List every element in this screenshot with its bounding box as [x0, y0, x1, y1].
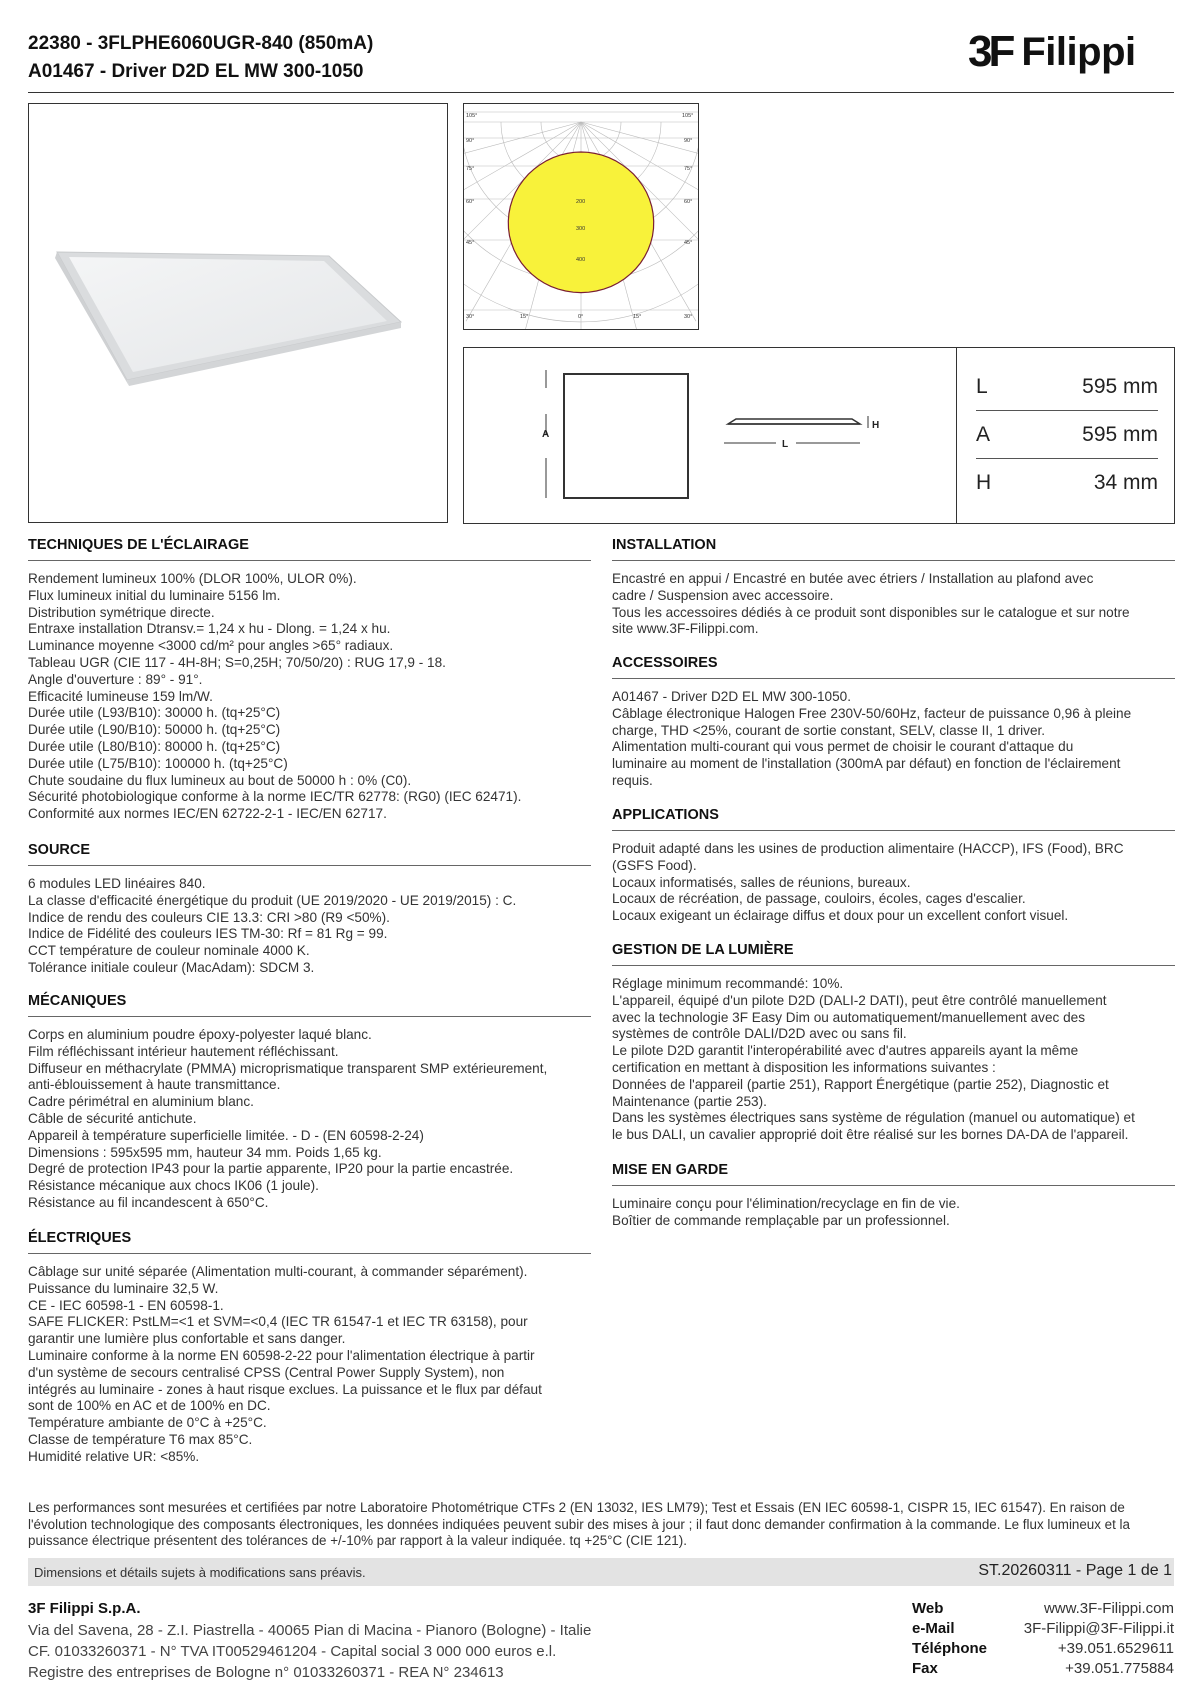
text-line: intégrés au luminaire - zones à haut risque exclues. La puissance et le flux par défaut [28, 1381, 542, 1397]
text-line: Locaux de récréation, de passage, couloirs, écoles, cages d'escalier. [612, 891, 1026, 907]
section-rule [612, 560, 1175, 561]
bottom-angle-label: 15° [633, 314, 642, 320]
section-title-warning: MISE EN GARDE [612, 1162, 729, 1178]
drawing-label-l: L [782, 439, 789, 450]
angle-label-right: 90° [684, 138, 693, 144]
text-line: Sécurité photobiologique conforme à la norme IEC/TR 62778: (RG0) (IEC 62471). [28, 789, 522, 805]
bottom-angle-label: 15° [520, 314, 529, 320]
header-rule [28, 92, 1174, 93]
text-line: luminaire au moment de l'installation (300mA par défaut) en fonction de l'éclairement [612, 756, 1121, 772]
company-address: Via del Savena, 28 - Z.I. Piastrella - 40065 Pian di Macina - Pianoro (Bologne) - Italie [28, 1622, 592, 1639]
page-reference: ST.20260311 - Page 1 de 1 [978, 1562, 1172, 1579]
panel-illustration [29, 104, 447, 522]
text-line: Encastré en appui / Encastré en butée avec étriers / Installation au plafond avec [612, 571, 1094, 586]
photometric-box [463, 103, 699, 330]
section-rule [28, 1253, 591, 1254]
section-body-accessories [612, 689, 1131, 790]
light-distribution-curve [508, 152, 653, 293]
text-line: Câblage sur unité séparée (Alimentation multi-courant, à commander séparément). [28, 1264, 528, 1279]
text-line: Boîtier de commande remplaçable par un professionnel. [612, 1212, 950, 1228]
company-name: 3F Filippi S.p.A. [28, 1600, 141, 1617]
text-line: Alimentation multi-courant qui vous permet de choisir le courant d'attaque du [612, 739, 1074, 755]
text-line: avec la technologie 3F Easy Dim ou automatiquement/manuellement avec des [612, 1009, 1086, 1025]
text-line: Câble de sécurité antichute. [28, 1110, 197, 1126]
contact-link-email[interactable]: 3F-Filippi@3F-Filippi.it [1023, 1620, 1174, 1637]
text-line: systèmes de contrôle DALI/D2D avec ou sans fil. [612, 1026, 907, 1042]
technical-drawing [464, 348, 954, 523]
text-line: cadre / Suspension avec accessoire. [612, 587, 834, 603]
angle-label-right: 75° [684, 166, 693, 172]
text-line: Rendement lumineux 100% (DLOR 100%, ULOR 0%). [28, 571, 357, 586]
logo-mark: 3F [968, 27, 1012, 76]
text-line: Tolérance initiale couleur (MacAdam): SDCM 3. [28, 959, 315, 975]
text-line: La classe d'efficacité énergétique du produit (UE 2019/2020 - UE 2019/2015) : C. [28, 892, 517, 908]
text-line: CE - IEC 60598-1 - EN 60598-1. [28, 1297, 224, 1313]
text-line: Réglage minimum recommandé: 10%. [612, 976, 844, 991]
drawing-label-h: H [872, 420, 880, 431]
product-image-box [28, 103, 448, 523]
text-line: (GSFS Food). [612, 857, 697, 873]
modification-notice: Dimensions et détails sujets à modifications sans préavis. [34, 1565, 366, 1580]
text-line: CCT température de couleur nominale 4000 K. [28, 943, 310, 959]
section-title-installation: INSTALLATION [612, 537, 717, 553]
contact-label-email: e-Mail [912, 1620, 955, 1637]
bottom-angle-label: 30° [684, 314, 693, 320]
contact-value-phone: +39.051.6529611 [1057, 1640, 1174, 1657]
text-line: Classe de température T6 max 85°C. [28, 1431, 253, 1447]
section-body-lighting [28, 571, 521, 823]
text-line: Dimensions : 595x595 mm, hauteur 34 mm. Poids 1,65 kg. [28, 1144, 382, 1160]
section-title-lighting: TECHNIQUES DE L'ÉCLAIRAGE [28, 537, 249, 553]
angle-label-right: 60° [684, 199, 693, 205]
section-rule [612, 965, 1175, 966]
section-body-warning [612, 1196, 960, 1230]
text-line: Durée utile (L93/B10): 30000 h. (tq+25°C) [28, 705, 281, 721]
dimension-separator [976, 458, 1158, 459]
section-rule [612, 830, 1175, 831]
angle-label-left: 105° [466, 113, 478, 119]
section-title-accessories: ACCESSOIRES [612, 655, 718, 671]
section-body-source [28, 876, 516, 977]
text-line: Durée utile (L80/B10): 80000 h. (tq+25°C) [28, 738, 281, 754]
section-title-applications: APPLICATIONS [612, 807, 719, 823]
angle-label-left: 60° [466, 199, 475, 205]
text-line: Produit adapté dans les usines de production alimentaire (HACCP), IFS (Food), BRC [612, 841, 1124, 856]
text-line: Angle d'ouverture : 89° - 91°. [28, 671, 203, 687]
text-line: 6 modules LED linéaires 840. [28, 876, 206, 891]
section-title-source: SOURCE [28, 842, 91, 858]
dimension-row-length [976, 364, 1158, 410]
contact-value-fax: +39.051.775884 [1065, 1660, 1174, 1677]
text-line: Conformité aux normes IEC/EN 62722-2-1 - IEC/EN 62717. [28, 806, 387, 822]
section-rule [28, 865, 591, 866]
contact-label-web: Web [912, 1600, 944, 1617]
text-line: Appareil à température superficielle limitée. - D - (EN 60598-2-24) [28, 1127, 424, 1143]
section-rule [612, 1185, 1175, 1186]
logo-text: Filippi [1021, 30, 1136, 74]
text-line: Température ambiante de 0°C à +25°C. [28, 1415, 267, 1431]
angle-label-left: 90° [466, 138, 475, 144]
bottom-angle-label: 0° [578, 314, 584, 320]
dimension-row-width [976, 412, 1158, 458]
section-body-mechanical [28, 1027, 547, 1212]
text-line: Efficacité lumineuse 159 lm/W. [28, 688, 213, 704]
dimension-label: A [976, 423, 991, 446]
text-line: Résistance au fil incandescent à 650°C. [28, 1194, 269, 1210]
section-body-electrical [28, 1264, 542, 1466]
company-tax-info: CF. 01033260371 - N° TVA IT00529461204 - Capital social 3 000 000 euros e.l. [28, 1643, 557, 1660]
contact-label-phone: Téléphone [912, 1640, 988, 1657]
dimension-value: 595 mm [1082, 423, 1158, 446]
text-line: Film réfléchissant intérieur hautement réfléchissant. [28, 1043, 339, 1059]
radial-label: 300 [576, 226, 586, 232]
angle-label-left: 75° [466, 166, 475, 172]
text-line: site www.3F-Filippi.com. [612, 621, 759, 637]
contact-label-fax: Fax [912, 1660, 938, 1677]
text-line: anti-éblouissement à haute transmittance. [28, 1077, 281, 1093]
text-line: Dans les systèmes électriques sans système de régulation (manuel ou automatique) et [612, 1110, 1135, 1126]
angle-label-right: 105° [682, 113, 694, 119]
text-line: Chute soudaine du flux lumineux au bout de 50000 h : 0% (C0). [28, 772, 412, 788]
text-line: Luminaire conforme à la norme EN 60598-2-22 pour l'alimentation électrique à partir [28, 1347, 535, 1363]
dimension-label: H [976, 471, 992, 494]
section-rule [28, 1016, 591, 1017]
text-line: Résistance mécanique aux chocs IK06 (1 joule). [28, 1178, 319, 1194]
section-body-installation [612, 571, 1130, 638]
angle-label-right: 45° [684, 240, 693, 246]
text-line: le bus DALI, un cavalier approprié doit être réalisé sur les bornes DA-DA de l'appareil. [612, 1127, 1129, 1143]
section-title-mechanical: MÉCANIQUES [28, 993, 127, 1009]
text-line: Flux lumineux initial du luminaire 5156 lm. [28, 587, 281, 603]
section-title-light-management: GESTION DE LA LUMIÈRE [612, 942, 794, 958]
text-line: Locaux informatisés, salles de réunions, bureaux. [612, 874, 911, 890]
product-title: 22380 - 3FLPHE6060UGR-840 (850mA) [28, 33, 374, 54]
text-line: charge, THD <25%, courant de sortie constant, SELV, classe II, 1 driver. [612, 722, 1046, 738]
text-line: sont de 100% en AC et de 100% en DC. [28, 1398, 271, 1414]
brand-logo [968, 24, 1176, 80]
dimension-label: L [976, 375, 988, 398]
text-line: Distribution symétrique directe. [28, 604, 215, 620]
company-registry: Registre des entreprises de Bologne n° 01033260371 - REA N° 234613 [28, 1664, 504, 1681]
text-line: Indice de rendu des couleurs CIE 13.3: CRI >80 (R9 <50%). [28, 909, 390, 925]
section-body-light-management [612, 976, 1135, 1144]
text-line: d'un système de secours centralisé CPSS (Central Power Supply System), non [28, 1364, 505, 1380]
text-line: Durée utile (L75/B10): 100000 h. (tq+25°C) [28, 755, 288, 771]
text-line: Données de l'appareil (partie 251), Rapport Énergétique (partie 252), Diagnostic et [612, 1076, 1109, 1092]
text-line: Câblage électronique Halogen Free 230V-50/60Hz, facteur de puissance 0,96 à pleine [612, 705, 1132, 721]
contact-link-web[interactable]: www.3F-Filippi.com [1043, 1600, 1174, 1617]
dimension-row-height [976, 460, 1158, 506]
text-line: Corps en aluminium poudre époxy-polyester laqué blanc. [28, 1027, 372, 1042]
text-line: Locaux exigeant un éclairage diffus et doux pour un excellent confort visuel. [612, 908, 1069, 924]
radial-label: 200 [576, 199, 586, 205]
text-line: L'appareil, équipé d'un pilote D2D (DALI-2 DATI), peut être contrôlé manuellement [612, 992, 1107, 1008]
radial-label: 400 [576, 257, 586, 263]
text-line: Diffuseur en méthacrylate (PMMA) microprismatique transparent SMP extérieurement, [28, 1060, 548, 1076]
text-line: A01467 - Driver D2D EL MW 300-1050. [612, 689, 851, 704]
text-line: Durée utile (L90/B10): 50000 h. (tq+25°C) [28, 722, 281, 738]
text-line: requis. [612, 772, 653, 788]
text-line: Puissance du luminaire 32,5 W. [28, 1280, 219, 1296]
dimension-value: 34 mm [1093, 471, 1158, 494]
drawing-label-a: A [542, 429, 550, 440]
text-line: Luminaire conçu pour l'élimination/recyclage en fin de vie. [612, 1196, 960, 1211]
text-line: SAFE FLICKER: PstLM=<1 et SVM=<0,4 (IEC TR 61547-1 et IEC TR 63158), pour [28, 1314, 528, 1330]
bottom-angle-label: 30° [466, 314, 475, 320]
section-rule [28, 560, 591, 561]
text-line: Tous les accessoires dédiés à ce produit sont disponibles sur le catalogue et sur notre [612, 604, 1130, 620]
driver-title: A01467 - Driver D2D EL MW 300-1050 [28, 61, 364, 82]
text-line: Tableau UGR (CIE 117 - 4H-8H; S=0,25H; 70/50/20) : RUG 17,9 - 18. [28, 654, 446, 670]
performance-disclaimer: Les performances sont mesurées et certifiées par notre Laboratoire Photométrique CTFs 2 (EN 13032, IES LM79); Test et Essais (EN IEC 60598-1, CISPR 15, IEC 61547). En raison de l'évolution technologique des composants électroniques, les données indiquées peuvent subir des mises à jour ; il faut donc demander confirmation à la commande. Le flux lumineux et la puissance électrique présentent des tolérances de +/-10% par rapport à la valeur indiquée. tq +25°C (CIE 121). [28, 1500, 1130, 1549]
text-line: Entraxe installation Dtransv.= 1,24 x hu - Dlong. = 1,24 x hu. [28, 621, 391, 637]
text-line: Indice de Fidélité des couleurs IES TM-30: Rf = 81 Rg = 99. [28, 926, 388, 942]
section-title-electrical: ÉLECTRIQUES [28, 1230, 132, 1246]
text-line: Le pilote D2D garantit l'interopérabilité avec d'autres appareils ayant la même [612, 1043, 1079, 1059]
dimension-separator [976, 410, 1158, 411]
section-body-applications [612, 841, 1124, 925]
polar-diagram [464, 104, 698, 329]
dimension-value: 595 mm [1082, 375, 1158, 398]
dimensions-divider [956, 347, 957, 524]
angle-label-left: 45° [466, 240, 475, 246]
text-line: Degré de protection IP43 pour la partie apparente, IP20 pour la partie encastrée. [28, 1161, 514, 1177]
text-line: Humidité relative UR: <85%. [28, 1448, 200, 1464]
section-rule [612, 678, 1175, 679]
text-line: Cadre périmétral en aluminium blanc. [28, 1094, 254, 1110]
text-line: Luminance moyenne <3000 cd/m² pour angles >65° radiaux. [28, 638, 394, 654]
text-line: Maintenance (partie 253). [612, 1093, 767, 1109]
text-line: garantir une lumière plus confortable et sans danger. [28, 1331, 346, 1347]
text-line: certification en mettant à disposition les informations suivantes : [612, 1059, 996, 1075]
